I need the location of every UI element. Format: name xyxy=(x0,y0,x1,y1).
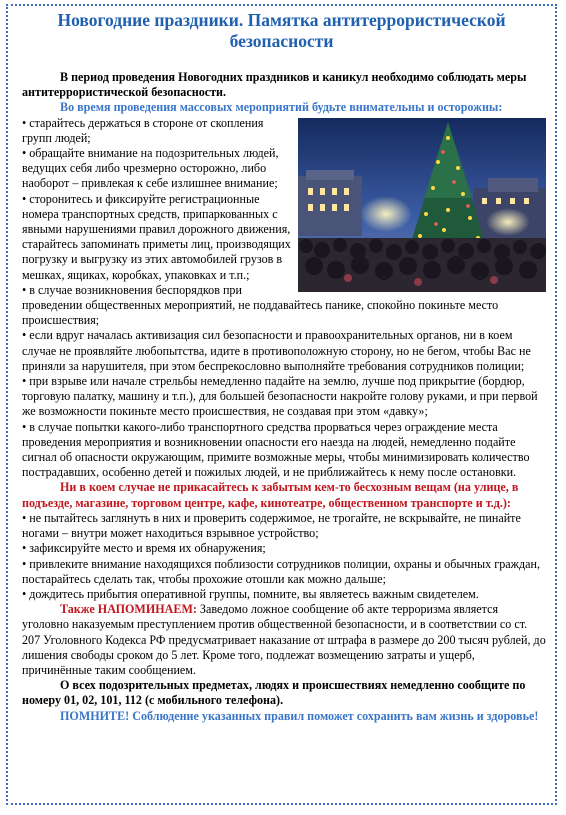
memo-page xyxy=(6,4,557,805)
section2-item: • привлеките внимание находящихся поблизости сотрудников полиции, охраны и обычных граждан, постарайтесь сделать так, чтобы прохожие отошли как можно дальше; xyxy=(22,556,540,586)
section1-item: • в случае попытки какого-либо транспортного средства прорваться через ограждение места проведения мероприятия и возникновении опасности его наезда на людей, немедленно подайте сигнал об опасности окружающим, примите возможные меры, чтобы минимизировать количество пострадавших, особенно детей и пожилых людей, и не приближайтесь к нему после остановки. xyxy=(22,419,530,480)
closing-paragraph: ПОМНИТЕ! Соблюдение указанных правил поможет сохранить вам жизнь и здоровье! xyxy=(60,708,539,723)
intro-paragraph: В период проведения Новогодних праздников и каникул необходимо соблюдать меры антитеррористической безопасности. xyxy=(22,70,527,100)
memo-content xyxy=(22,70,546,724)
section1-item: • старайтесь держаться в стороне от скопления групп людей; xyxy=(22,115,264,145)
section2-item: • не пытайтесь заглянуть в них и проверить содержимое, не трогайте, не вскрывайте, не пинайте ногами – внутри может находиться взрывное устройство; xyxy=(22,510,521,541)
section2-item: • зафиксируйте место и время их обнаружения; xyxy=(22,541,266,556)
section2-heading: Ни в коем случае не прикасайтесь к забытым кем-то бесхозным вещам (на улице, в подъезде, магазине, торговом центре, кафе, кинотеатре, общественном транспорте и т.д.): xyxy=(22,480,519,510)
new-year-crowd-photo xyxy=(298,118,546,292)
section1-item: • если вдруг началась активизация сил безопасности и правоохранительных органов, ни в коем случае не проявляйте любопытства, идите в противоположную сторону, но не бегом, чтобы Вас не приняли за нарушителя, при этом беспрекословно выполняйте требования сотрудников полиции; xyxy=(22,328,531,373)
page-title: Новогодние праздники. Памятка антитеррористической безопасности xyxy=(57,10,506,51)
section2-item: • дождитесь прибытия оперативной группы, помните, вы являетесь важным свидетелем. xyxy=(22,586,479,601)
section1-heading: Во время проведения массовых мероприятий будьте внимательны и осторожны: xyxy=(60,100,503,115)
reminder-label: Также НАПОМИНАЕМ: xyxy=(60,602,197,617)
section1-item: • сторонитесь и фиксируйте регистрационные номера транспортных средств, припаркованных с явными нарушениями правил дорожного движения, старайтесь запоминать приметы лиц, производящих погрузку и выгрузку из этих автомобилей грузов в мешках, ящиках, коробках, упаковках и т.п.; xyxy=(22,191,291,282)
section1-item: • в случае возникновения беспорядков при проведении общественных мероприятий, не поддавайтесь панике, спокойно покиньте место происшествия; xyxy=(22,282,499,328)
report-paragraph: О всех подозрительных предметах, людях и происшествиях немедленно сообщите по номеру 01, 02, 101, 112 (с мобильного телефона). xyxy=(22,678,526,708)
section1-item: • обращайте внимание на подозрительных людей, ведущих себя либо чрезмерно осторожно, либо наоборот – привлекая к себе излишнее внимание; xyxy=(22,146,279,191)
reminder-paragraph xyxy=(22,602,546,678)
section1-item: • при взрыве или начале стрельбы немедленно падайте на землю, лучше под прикрытие (бордюр, торговую палатку, машину и т.п.), для большей безопасности накройте голову руками, и при первой же возможности покиньте место происшествия, не создавая при этом «давку»; xyxy=(22,374,538,419)
reminder-text: Заведомо ложное сообщение об акте терроризма является уголовно наказуемым преступлением против общественной безопасности, и в соответствии со ст. 207 Уголовного Кодекса РФ предусматривает наказание от штрафа в размере до 200 тысяч рублей, до лишения свободы сроком до 5 лет. Кроме того, подлежат возмещению затраты и ущерб, причинённые таким сообщением. xyxy=(22,602,546,677)
